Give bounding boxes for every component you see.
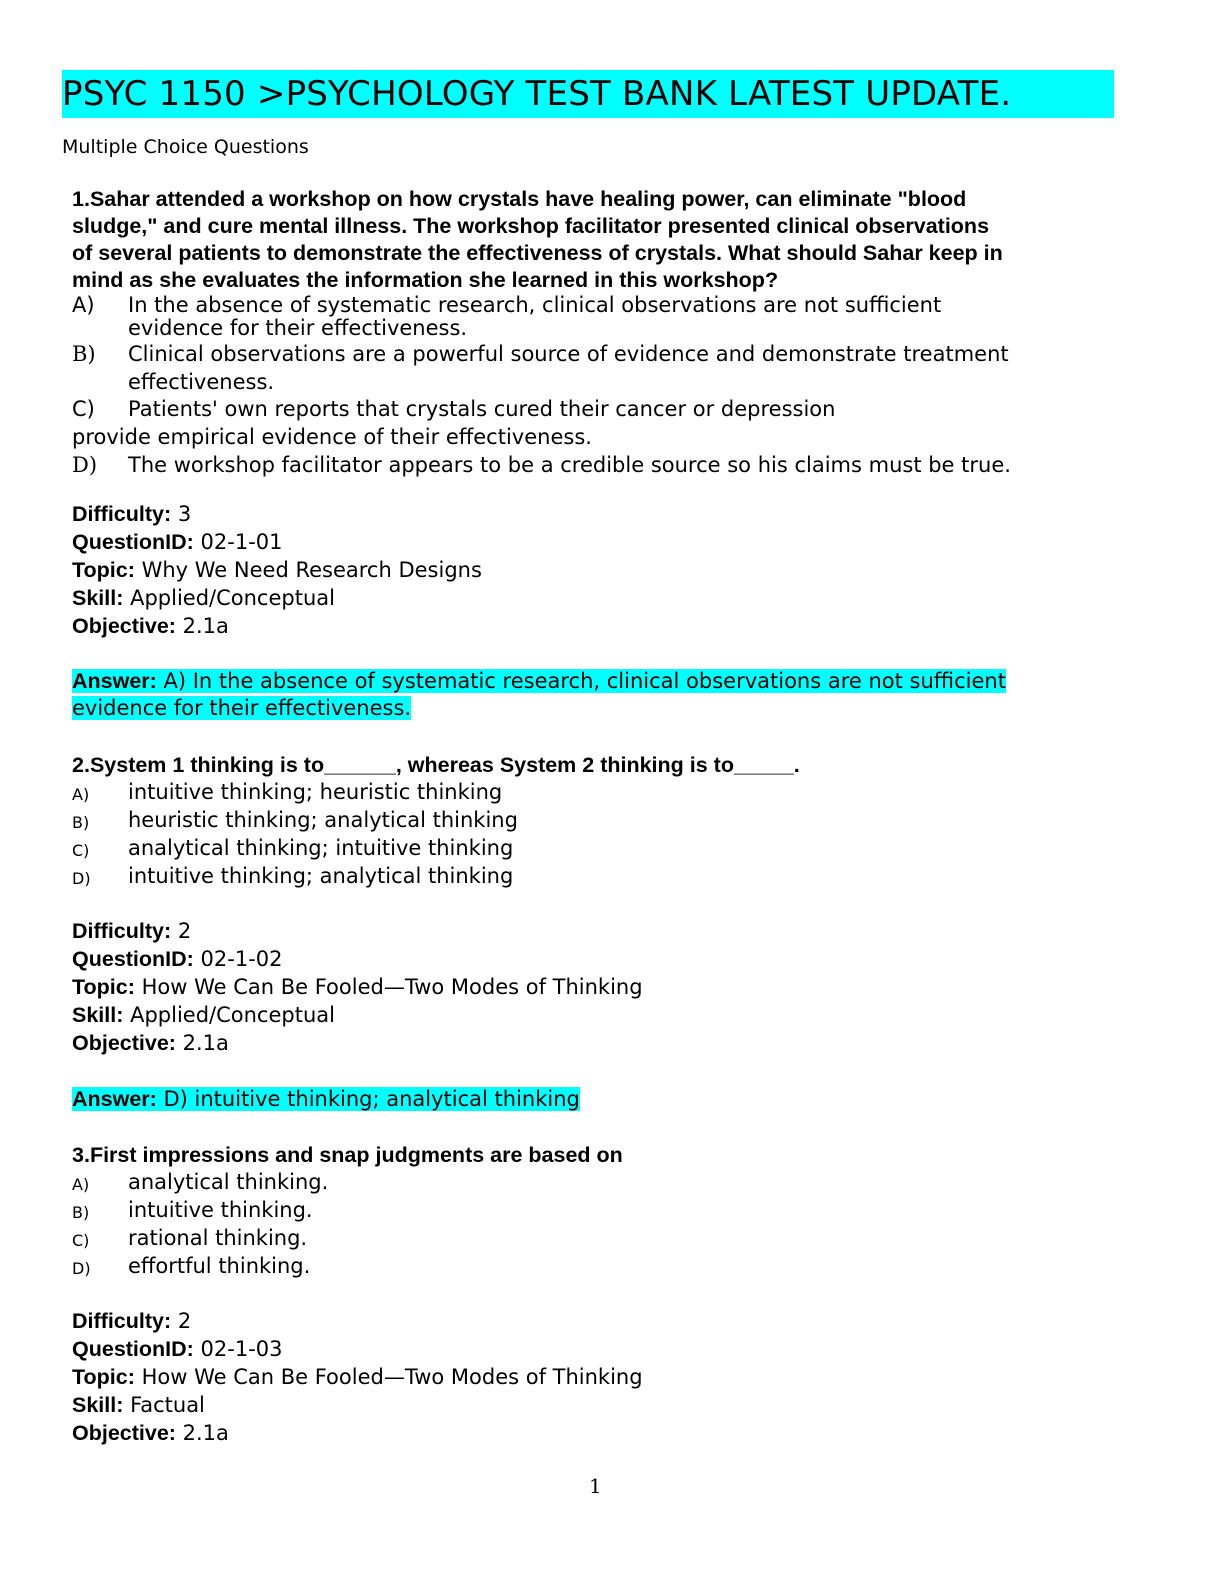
topic-line bbox=[72, 1363, 1072, 1391]
question-id-label: QuestionID: bbox=[72, 947, 194, 971]
question-id-value: 02-1-01 bbox=[200, 530, 283, 554]
question-id-label: QuestionID: bbox=[72, 530, 194, 554]
question-2-metadata bbox=[72, 917, 1072, 1057]
option-text-continuation: provide empirical evidence of their effectiveness. bbox=[72, 425, 592, 449]
objective-label: Objective: bbox=[72, 614, 176, 638]
question-number: 1. bbox=[72, 187, 90, 211]
option-letter: A) bbox=[72, 1175, 90, 1194]
option-letter: D) bbox=[72, 869, 91, 888]
difficulty-value: 2 bbox=[177, 919, 192, 943]
difficulty-value: 2 bbox=[177, 1309, 192, 1333]
topic-value: How We Can Be Fooled—Two Modes of Thinking bbox=[141, 1365, 643, 1389]
option-letter: D) bbox=[72, 1259, 91, 1278]
option-text: The workshop facilitator appears to be a credible source so his claims must be true. bbox=[128, 453, 1011, 477]
question-id-value: 02-1-02 bbox=[200, 947, 283, 971]
option-letter: A) bbox=[72, 785, 90, 804]
option-text-continuation: evidence for their effectiveness. bbox=[128, 316, 468, 340]
option-text: intuitive thinking; heuristic thinking bbox=[128, 780, 503, 804]
option-text: heuristic thinking; analytical thinking bbox=[128, 808, 518, 832]
answer-line bbox=[72, 668, 1006, 695]
question-stem-line: 1.Sahar attended a workshop on how crystals have healing power, can eliminate "blood bbox=[72, 187, 967, 211]
difficulty-line bbox=[72, 500, 1072, 528]
topic-line bbox=[72, 973, 1072, 1001]
question-id-label: QuestionID: bbox=[72, 1337, 194, 1361]
difficulty-label: Difficulty: bbox=[72, 919, 172, 943]
option-text: intuitive thinking; analytical thinking bbox=[128, 864, 514, 888]
question-stem-line: sludge," and cure mental illness. The workshop facilitator presented clinical observations bbox=[72, 214, 990, 238]
skill-line bbox=[72, 584, 1072, 612]
question-3-metadata bbox=[72, 1307, 1072, 1447]
topic-value: Why We Need Research Designs bbox=[141, 558, 482, 582]
difficulty-value: 3 bbox=[177, 502, 192, 526]
skill-label: Skill: bbox=[72, 1393, 124, 1417]
skill-value: Applied/Conceptual bbox=[130, 1003, 335, 1027]
difficulty-label: Difficulty: bbox=[72, 1309, 172, 1333]
answer-line bbox=[72, 695, 1006, 722]
topic-value: How We Can Be Fooled—Two Modes of Thinking bbox=[141, 975, 643, 999]
difficulty-label: Difficulty: bbox=[72, 502, 172, 526]
question-id-line bbox=[72, 1335, 1072, 1363]
topic-label: Topic: bbox=[72, 975, 135, 999]
question-1-metadata bbox=[72, 500, 1072, 640]
question-id-value: 02-1-03 bbox=[200, 1337, 283, 1361]
topic-line bbox=[72, 556, 1072, 584]
answer-text: D) intuitive thinking; analytical thinking bbox=[156, 1087, 580, 1111]
question-number: 3. bbox=[72, 1143, 90, 1167]
option-letter: B) bbox=[72, 1203, 90, 1222]
question-stem-line: mind as she evaluates the information she learned in this workshop? bbox=[72, 268, 779, 292]
option-text-continuation: effectiveness. bbox=[128, 370, 275, 394]
skill-label: Skill: bbox=[72, 1003, 124, 1027]
skill-line bbox=[72, 1391, 1072, 1419]
question-2-answer bbox=[72, 1086, 580, 1113]
option-text: analytical thinking. bbox=[128, 1170, 329, 1194]
question-id-line bbox=[72, 945, 1072, 973]
question-stem-line: 2.System 1 thinking is to______, whereas System 2 thinking is to_____. bbox=[72, 753, 800, 777]
answer-text: A) In the absence of systematic research, clinical observations are not sufficient bbox=[156, 669, 1006, 693]
option-text: In the absence of systematic research, clinical observations are not sufficient bbox=[128, 293, 942, 317]
option-letter: C) bbox=[72, 397, 95, 421]
difficulty-line bbox=[72, 917, 1072, 945]
question-stem-line: of several patients to demonstrate the effectiveness of crystals. What should Sahar keep in bbox=[72, 241, 1003, 265]
question-1-stem bbox=[72, 186, 1122, 294]
option-letter: D) bbox=[72, 453, 98, 477]
skill-label: Skill: bbox=[72, 586, 124, 610]
question-1-answer bbox=[72, 668, 1006, 722]
topic-label: Topic: bbox=[72, 1365, 135, 1389]
answer-text-continuation: evidence for their effectiveness. bbox=[72, 696, 412, 720]
option-text: analytical thinking; intuitive thinking bbox=[128, 836, 514, 860]
objective-value: 2.1a bbox=[182, 614, 229, 638]
option-letter: C) bbox=[72, 841, 90, 860]
question-3-stem bbox=[72, 1142, 1122, 1169]
option-text: Clinical observations are a powerful source of evidence and demonstrate treatment bbox=[128, 342, 1009, 366]
question-stem-line: 3.First impressions and snap judgments are based on bbox=[72, 1143, 623, 1167]
objective-value: 2.1a bbox=[182, 1031, 229, 1055]
skill-line bbox=[72, 1001, 1072, 1029]
objective-line bbox=[72, 1419, 1072, 1447]
option-text: rational thinking. bbox=[128, 1226, 308, 1250]
question-number: 2. bbox=[72, 753, 90, 777]
objective-label: Objective: bbox=[72, 1421, 176, 1445]
option-letter: B) bbox=[72, 813, 90, 832]
question-2-stem bbox=[72, 752, 1122, 779]
topic-label: Topic: bbox=[72, 558, 135, 582]
objective-label: Objective: bbox=[72, 1031, 176, 1055]
answer-label: Answer: bbox=[72, 1087, 157, 1111]
option-text: intuitive thinking. bbox=[128, 1198, 313, 1222]
objective-value: 2.1a bbox=[182, 1421, 229, 1445]
section-subtitle: Multiple Choice Questions bbox=[62, 136, 309, 158]
option-text: effortful thinking. bbox=[128, 1254, 311, 1278]
page-number: 1 bbox=[589, 1474, 602, 1498]
option-letter: A) bbox=[72, 293, 95, 317]
option-letter: B) bbox=[72, 342, 96, 366]
objective-line bbox=[72, 612, 1072, 640]
difficulty-line bbox=[72, 1307, 1072, 1335]
answer-label: Answer: bbox=[72, 669, 157, 693]
answer-line bbox=[72, 1086, 580, 1113]
option-text: Patients' own reports that crystals cured their cancer or depression bbox=[128, 397, 836, 421]
question-id-line bbox=[72, 528, 1072, 556]
skill-value: Factual bbox=[130, 1393, 205, 1417]
objective-line bbox=[72, 1029, 1072, 1057]
option-letter: C) bbox=[72, 1231, 90, 1250]
skill-value: Applied/Conceptual bbox=[130, 586, 335, 610]
document-title: PSYC 1150 >PSYCHOLOGY TEST BANK LATEST UPDATE. bbox=[62, 70, 1114, 118]
